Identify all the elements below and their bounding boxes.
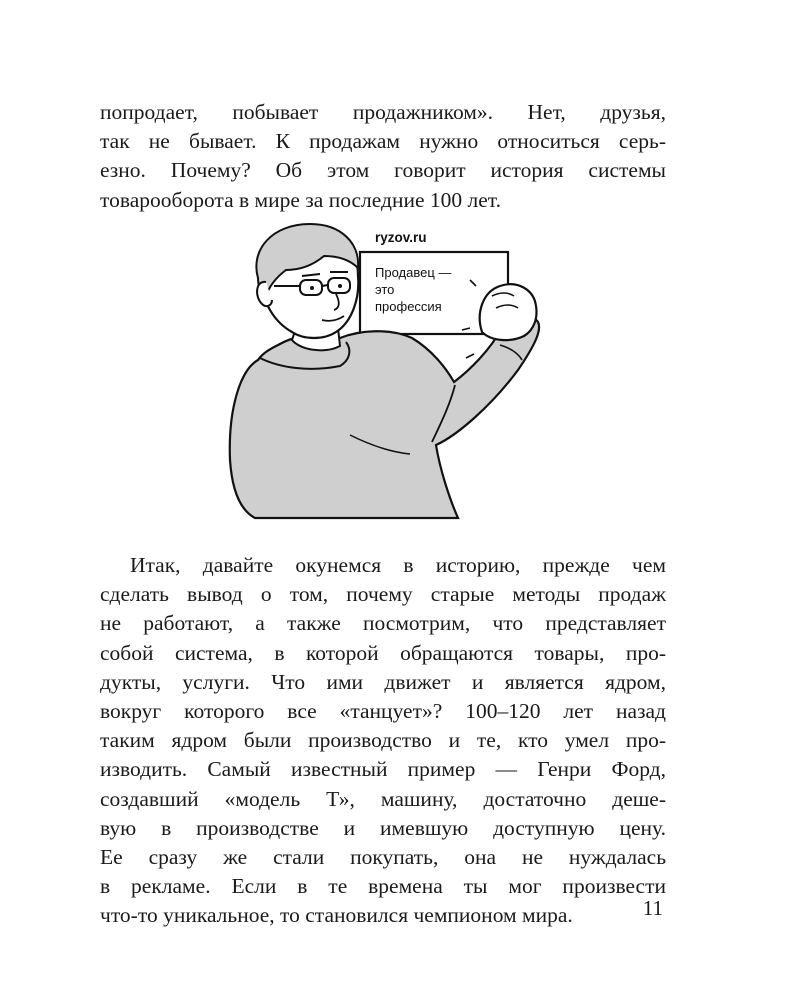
- page-number: 11: [642, 896, 663, 920]
- text-line: создавший «модель Т», машину, достаточно деше-: [100, 786, 666, 811]
- sign-line-3: профессия: [375, 299, 442, 314]
- site-label: ryzov.ru: [375, 230, 427, 245]
- text-line: Итак, давайте окунемся в историю, прежде чем: [130, 553, 666, 577]
- text-line: дукты, услуги. Что ими движет и является ядром,: [100, 669, 666, 694]
- paragraph-bottom: [100, 551, 666, 931]
- paragraph-top: [100, 98, 666, 215]
- text-line: собой система, в которой обращаются товары, про-: [100, 640, 666, 665]
- text-line: что-то уникальное, то становился чемпионом мира.: [100, 903, 573, 928]
- text-line: попродает, побывает продажником». Нет, друзья,: [100, 100, 666, 124]
- text-line: вокруг которого все «танцует»? 100–120 лет назад: [100, 699, 666, 724]
- text-line: товарооборота в мире за последние 100 лет.: [100, 187, 501, 212]
- text-line: так не бывает. К продажам нужно относиться серь-: [100, 129, 666, 154]
- text-line: таким ядром были производство и те, кто умел про-: [100, 728, 666, 753]
- sign-line-2: это: [375, 282, 395, 297]
- text-line: Ее сразу же стали покупать, она не нуждалась: [100, 845, 666, 870]
- text-line: в рекламе. Если в те времена ты мог произвести: [100, 874, 666, 899]
- sign-line-1: Продавец —: [375, 265, 452, 280]
- text-line: вую в производстве и имевшую доступную цену.: [100, 815, 666, 840]
- text-line: не работают, а также посмотрим, что представляет: [100, 611, 666, 636]
- text-line: езно. Почему? Об этом говорит история системы: [100, 158, 666, 183]
- text-line: сделать вывод о том, почему старые методы продаж: [100, 582, 666, 607]
- text-line: изводить. Самый известный пример — Генри Форд,: [100, 757, 666, 782]
- sweater: [230, 315, 539, 518]
- salesman-illustration: [200, 220, 560, 525]
